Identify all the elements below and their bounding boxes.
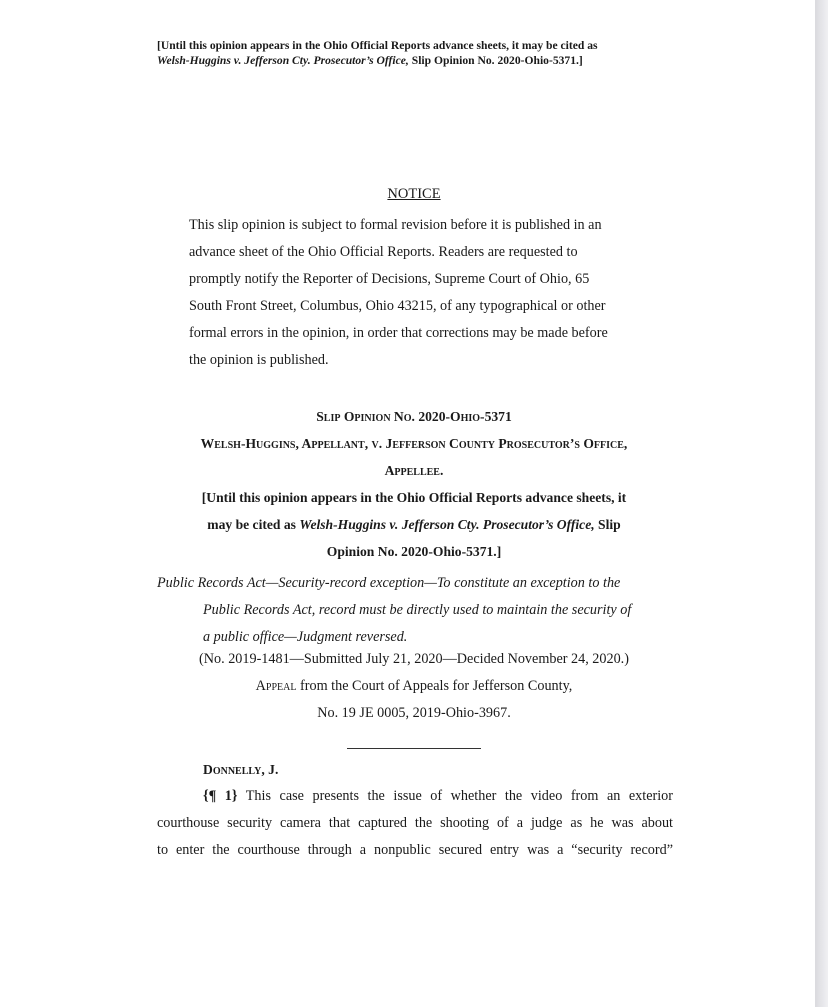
citation-header-slip: Slip Opinion No. 2020-Ohio-5371.] [408,54,583,67]
notice-body [189,212,649,374]
cite-notice-line-1: [Until this opinion appears in the Ohio Official Reports advance sheets, it [201,490,627,505]
notice-line: formal errors in the opinion, in order that corrections may be made before [189,325,608,341]
cite-prefix: may be cited as [207,517,300,532]
notice-line: the opinion is published. [189,352,329,368]
notice-title: NOTICE [387,186,441,202]
citation-header-case-name: Welsh-Huggins v. Jefferson Cty. Prosecutor’s Office, [157,54,409,67]
docket-line: (No. 2019-1481—Submitted July 21, 2020—Decided November 24, 2020.) [199,651,629,667]
slip-opinion-number: Slip Opinion No. 2020-Ohio-5371 [316,409,512,424]
appeal-label: Appeal [255,678,297,694]
opinion-line: courthouse security camera that captured the shooting of a judge as he was about [157,815,673,831]
cite-notice-line-3: Opinion No. 2020-Ohio-5371.] [326,544,502,559]
opinion-line [157,783,673,810]
notice-line: South Front Street, Columbus, Ohio 43215, of any typographical or other [189,298,606,314]
cite-case-name: Welsh-Huggins v. Jefferson Cty. Prosecutor’s Office, [299,517,595,532]
section-divider [347,748,481,749]
notice-line: This slip opinion is subject to formal revision before it is published in an [189,217,602,233]
citation-header-line-1: [Until this opinion appears in the Ohio Official Reports advance sheets, it may be cited as [157,39,598,52]
syllabus-line: a public office—Judgment reversed. [203,629,408,645]
syllabus-line: Public Records Act—Security-record exception—To constitute an exception to the [157,575,621,591]
opinion-body [157,783,673,864]
appeal-court: from the Court of Appeals for Jefferson County, [296,678,573,694]
opinion-line-text: This case presents the issue of whether the video from an exterior [237,788,673,804]
citation-header [157,38,677,68]
syllabus [157,570,687,651]
opinion-author: Donnelly, J. [203,762,279,777]
appeal-line [150,678,678,695]
paragraph-marker: {¶ 1} [203,788,238,804]
notice-line: promptly notify the Reporter of Decisions, Supreme Court of Ohio, 65 [189,271,590,287]
notice-line: advance sheet of the Ohio Official Reports. Readers are requested to [189,244,578,260]
cite-notice-line-2 [150,517,678,533]
appeal-case-number: No. 19 JE 0005, 2019-Ohio-3967. [317,705,511,721]
opinion-line: to enter the courthouse through a nonpublic secured entry was a “security record” [157,842,673,858]
case-parties-line-2: Appellee. [384,463,444,478]
page-edge [815,0,828,1007]
citation-header-line-2 [157,53,677,68]
syllabus-line: Public Records Act, record must be directly used to maintain the security of [203,602,632,618]
case-parties-line-1: Welsh-Huggins, Appellant, v. Jefferson County Prosecutor’s Office, [200,436,628,451]
cite-suffix: Slip [594,517,621,532]
